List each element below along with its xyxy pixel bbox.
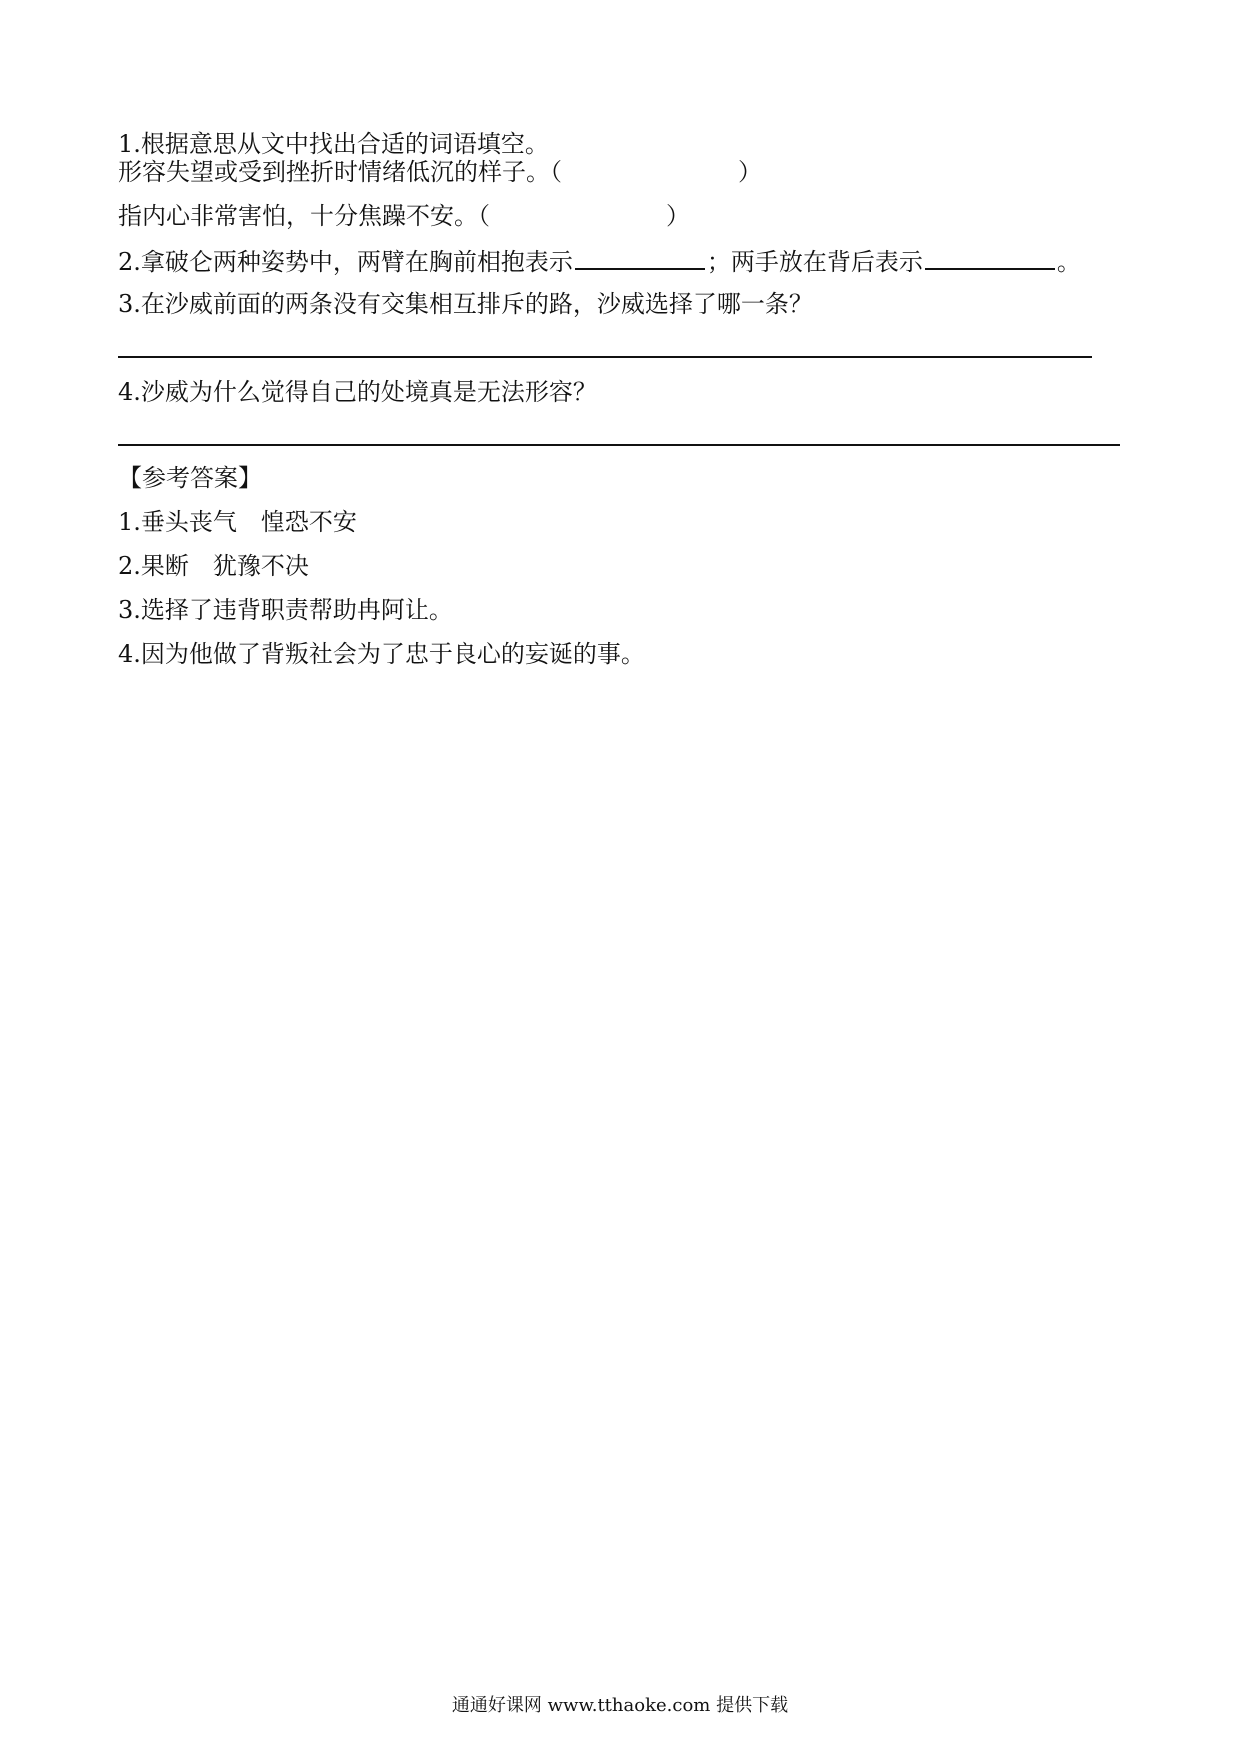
question-2	[118, 244, 1081, 278]
question-1a-text: 形容失望或受到挫折时情绪低沉的样子。（	[118, 158, 562, 186]
question-1a-close: ）	[738, 158, 762, 186]
question-2-end: 。	[1056, 248, 1081, 276]
answer-4: 4.因为他做了背叛社会为了忠于良心的妄诞的事。	[118, 640, 645, 668]
question-1b-text: 指内心非常害怕，十分焦躁不安。（	[118, 202, 490, 230]
question-2-blank-2[interactable]	[925, 244, 1055, 270]
question-1a	[118, 156, 762, 188]
question-1b-close: ）	[666, 202, 690, 230]
answer-1: 1.垂头丧气 惶恐不安	[118, 508, 357, 536]
question-2-part1: 2.拿破仑两种姿势中，两臂在胸前相抱表示	[118, 248, 573, 276]
question-4-answer-line[interactable]	[118, 444, 1120, 446]
question-2-separator: ；两手放在背后表示	[706, 248, 923, 276]
page-footer: 通通好课网 www.tthaoke.com 提供下载	[451, 1695, 789, 1716]
answer-2: 2.果断 犹豫不决	[118, 552, 309, 580]
question-1b	[118, 200, 690, 232]
answer-3: 3.选择了违背职责帮助冉阿让。	[118, 596, 453, 624]
question-1-title: 1.根据意思从文中找出合适的词语填空。	[118, 130, 549, 158]
answers-heading: 【参考答案】	[118, 464, 262, 492]
question-3: 3.在沙威前面的两条没有交集相互排斥的路，沙威选择了哪一条？	[118, 290, 813, 318]
question-4: 4.沙威为什么觉得自己的处境真是无法形容？	[118, 378, 597, 406]
question-3-answer-line[interactable]	[118, 356, 1092, 358]
question-2-blank-1[interactable]	[575, 244, 705, 270]
